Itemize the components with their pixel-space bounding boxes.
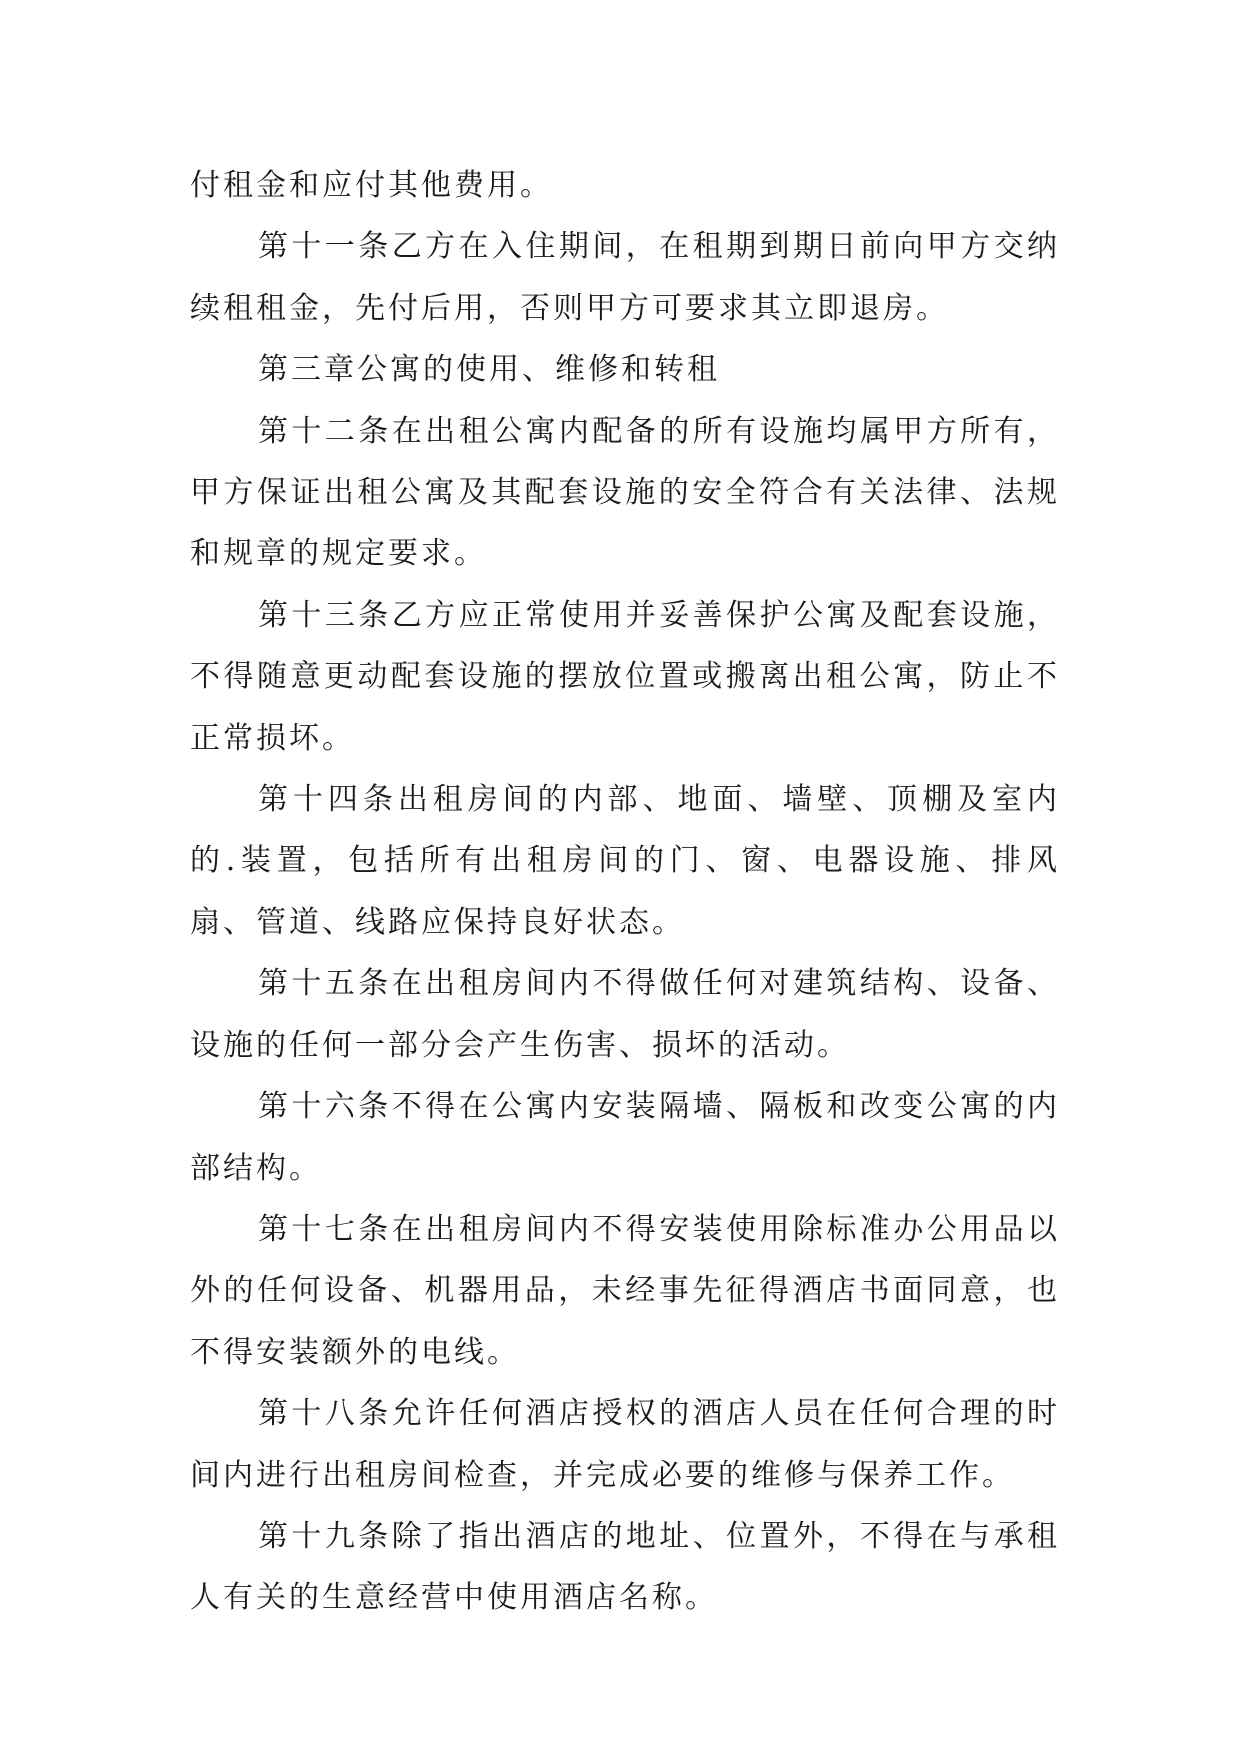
paragraph-article-11: 第十一条乙方在入住期间，在租期到期日前向甲方交纳续租租金，先付后用，否则甲方可要求其立即退房。 [190, 229, 1060, 326]
document-body [190, 155, 1060, 1629]
paragraph-article-16: 第十六条不得在公寓内安装隔墙、隔板和改变公寓的内部结构。 [190, 1089, 1060, 1186]
chapter-heading-3: 第三章公寓的使用、维修和转租 [258, 352, 720, 388]
paragraph-article-17: 第十七条在出租房间内不得安装使用除标准办公用品以外的任何设备、机器用品，未经事先征得酒店书面同意，也不得安装额外的电线。 [190, 1211, 1060, 1370]
paragraph-article-12: 第十二条在出租公寓内配备的所有设施均属甲方所有，甲方保证出租公寓及其配套设施的安全符合有关法律、法规和规章的规定要求。 [190, 413, 1060, 572]
paragraph-article-13: 第十三条乙方应正常使用并妥善保护公寓及配套设施，不得随意更动配套设施的摆放位置或搬离出租公寓，防止不正常损坏。 [190, 597, 1060, 756]
paragraph-article-15: 第十五条在出租房间内不得做任何对建筑结构、设备、设施的任何一部分会产生伤害、损坏的活动。 [190, 966, 1060, 1063]
paragraph-continuation: 付租金和应付其他费用。 [190, 168, 553, 203]
paragraph-article-18: 第十八条允许任何酒店授权的酒店人员在任何合理的时间内进行出租房间检查，并完成必要的维修与保养工作。 [190, 1396, 1060, 1493]
paragraph-article-14: 第十四条出租房间的内部、地面、墙壁、顶棚及室内的.装置，包括所有出租房间的门、窗、电器设施、排风扇、管道、线路应保持良好状态。 [190, 782, 1060, 940]
paragraph-article-19: 第十九条除了指出酒店的地址、位置外，不得在与承租人有关的生意经营中使用酒店名称。 [190, 1518, 1060, 1616]
